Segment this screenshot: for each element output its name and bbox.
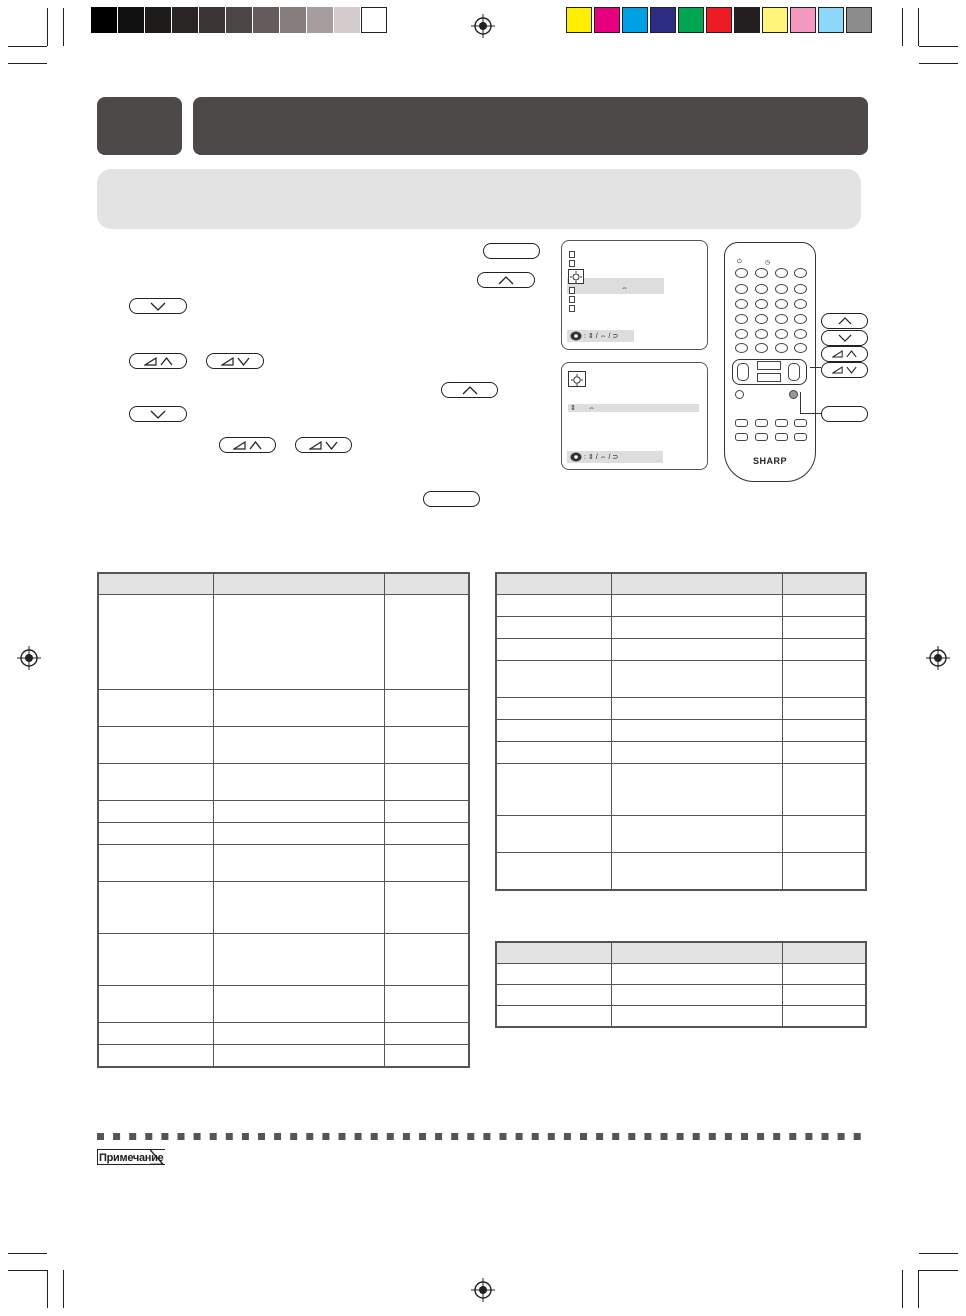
table-row [496,985,866,1006]
gray-swatch [280,7,306,33]
color-swatch [678,7,704,33]
color-swatch [622,7,648,33]
table-row [98,690,469,727]
remote-brand-logo: SHARP [752,456,787,466]
table-row [98,986,469,1023]
note-label: Примечание [97,1149,165,1165]
table-row [98,595,469,690]
table-row [496,617,866,639]
registration-mark-left [17,646,41,670]
table-row [98,764,469,801]
table-row [98,845,469,882]
gray-swatch [145,7,171,33]
callout-down-key-icon [821,330,868,346]
color-swatch [790,7,816,33]
table-row [496,764,866,816]
table-header-row [496,573,866,595]
power-icon: ⏻ [737,259,742,265]
color-swatch [846,7,872,33]
table-header-row [98,573,469,595]
settings-table-right-top [495,572,867,891]
table-header-row [496,942,866,964]
table-row [98,727,469,764]
nav-pad-icon [570,452,582,462]
volume-up-key-icon [129,353,187,369]
color-swatch [566,7,592,33]
color-swatch [650,7,676,33]
dotted-separator [97,1133,868,1140]
color-swatch [818,7,844,33]
picture-adjust-icon [568,269,584,284]
gray-swatch [253,7,279,33]
registration-mark-bottom [471,1278,495,1302]
color-swatch [762,7,788,33]
volume-down-key-icon [206,353,264,369]
color-swatch [734,7,760,33]
down-key-icon [129,298,187,314]
note-tag-tip [150,1149,164,1165]
table-row [496,853,866,890]
callout-leader-line [810,367,821,368]
table-row [496,595,866,617]
gray-swatch [334,7,360,33]
menu-key-icon-2 [423,491,480,507]
callout-volume-down-key-icon [821,362,868,378]
table-row [98,1045,469,1067]
table-row [496,816,866,853]
table-row [496,964,866,985]
table-row [98,1023,469,1045]
settings-table-left [97,572,470,1068]
callout-leader-line [800,413,822,414]
table-row [98,823,469,845]
up-key-icon [477,272,535,288]
callout-leader-line [800,392,801,414]
volume-up-key-icon-2 [219,437,276,453]
table-row [496,1006,866,1027]
callout-up-key-icon [821,313,868,329]
settings-table-right-bottom [495,941,867,1028]
picture-adjust-icon [568,371,586,387]
callout-volume-up-key-icon [821,346,868,362]
gray-swatch [361,7,387,33]
down-key-icon-2 [129,406,187,422]
osd-menu-preview-2: ⇕ ⇔ : ⇕ / ⇔ / ⊃ [561,362,708,470]
color-swatch [706,7,732,33]
table-row [98,801,469,823]
gray-swatch [118,7,144,33]
gray-swatch [91,7,117,33]
volume-down-key-icon-2 [295,437,352,453]
page-title-bar [193,97,868,155]
menu-key-icon [483,243,540,259]
remote-control-illustration [724,242,816,482]
table-row [496,720,866,742]
gray-swatch [226,7,252,33]
gray-swatch [307,7,333,33]
table-row [496,742,866,764]
up-key-icon-2 [441,382,498,398]
registration-mark-top [471,14,495,38]
section-heading-bar [97,169,861,229]
chapter-tab [97,97,182,155]
color-swatch [594,7,620,33]
callout-menu-key-icon [821,406,868,422]
registration-mark-right [926,646,950,670]
sleep-icon: ◷ [765,260,771,266]
nav-pad-icon [570,331,582,341]
osd-menu-preview-1: ⇔ : ⇕ / ⇔ / ⊃ [561,240,708,350]
gray-swatch [172,7,198,33]
table-row [496,639,866,661]
table-row [98,882,469,934]
table-row [98,934,469,986]
table-row [496,698,866,720]
gray-swatch [199,7,225,33]
table-row [496,661,866,698]
